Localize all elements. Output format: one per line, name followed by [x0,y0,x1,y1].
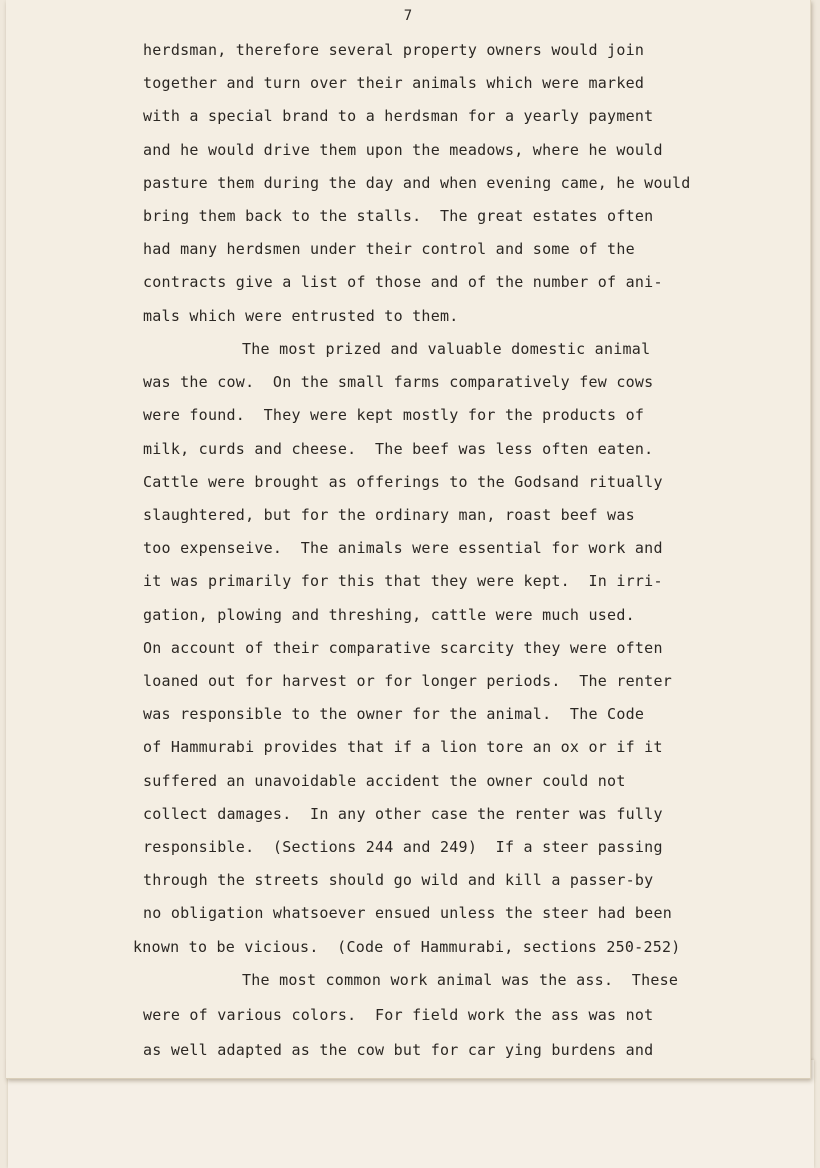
text-line: through the streets should go wild and kill a passer-by [143,871,654,889]
text-line: of Hammurabi provides that if a lion tore an ox or if it [143,738,663,756]
text-line: suffered an unavoidable accident the owner could not [143,772,626,790]
text-line: On account of their comparative scarcity they were often [143,639,663,657]
text-line: was responsible to the owner for the animal. The Code [143,705,645,723]
paragraph-start-line: The most common work animal was the ass. These [242,971,679,989]
text-line: too expenseive. The animals were essential for work and [143,539,663,557]
text-line: loaned out for harvest or for longer periods. The renter [143,672,673,690]
text-line: were of various colors. For field work the ass was not [143,1006,654,1024]
text-line: was the cow. On the small farms comparatively few cows [143,373,654,391]
typewritten-page [6,0,811,1079]
text-line: herdsman, therefore several property owners would join [143,41,645,59]
text-line: contracts give a list of those and of the number of ani- [143,273,663,291]
text-line: bring them back to the stalls. The great estates often [143,207,654,225]
paragraph-start-line: The most prized and valuable domestic animal [242,340,651,358]
text-line: responsible. (Sections 244 and 249) If a steer passing [143,838,663,856]
text-line: with a special brand to a herdsman for a yearly payment [143,107,654,125]
text-line: Cattle were brought as offerings to the Godsand ritually [143,473,663,491]
text-line: no obligation whatsoever ensued unless the steer had been [143,904,673,922]
text-line: slaughtered, but for the ordinary man, roast beef was [143,506,635,524]
page-number: 7 [403,8,413,24]
text-line: gation, plowing and threshing, cattle were much used. [143,606,635,624]
text-line: and he would drive them upon the meadows, where he would [143,141,663,159]
text-line: milk, curds and cheese. The beef was less often eaten. [143,440,654,458]
text-line: it was primarily for this that they were kept. In irri- [143,572,663,590]
text-line: collect damages. In any other case the renter was fully [143,805,663,823]
text-line: as well adapted as the cow but for car ying burdens and [143,1041,654,1059]
text-line: pasture them during the day and when evening came, he would [143,174,691,192]
text-line: known to be vicious. (Code of Hammurabi, sections 250-252) [133,938,681,956]
text-line: together and turn over their animals which were marked [143,74,645,92]
text-line: were found. They were kept mostly for the products of [143,406,645,424]
text-line: mals which were entrusted to them. [143,307,459,325]
text-line: had many herdsmen under their control and some of the [143,240,635,258]
